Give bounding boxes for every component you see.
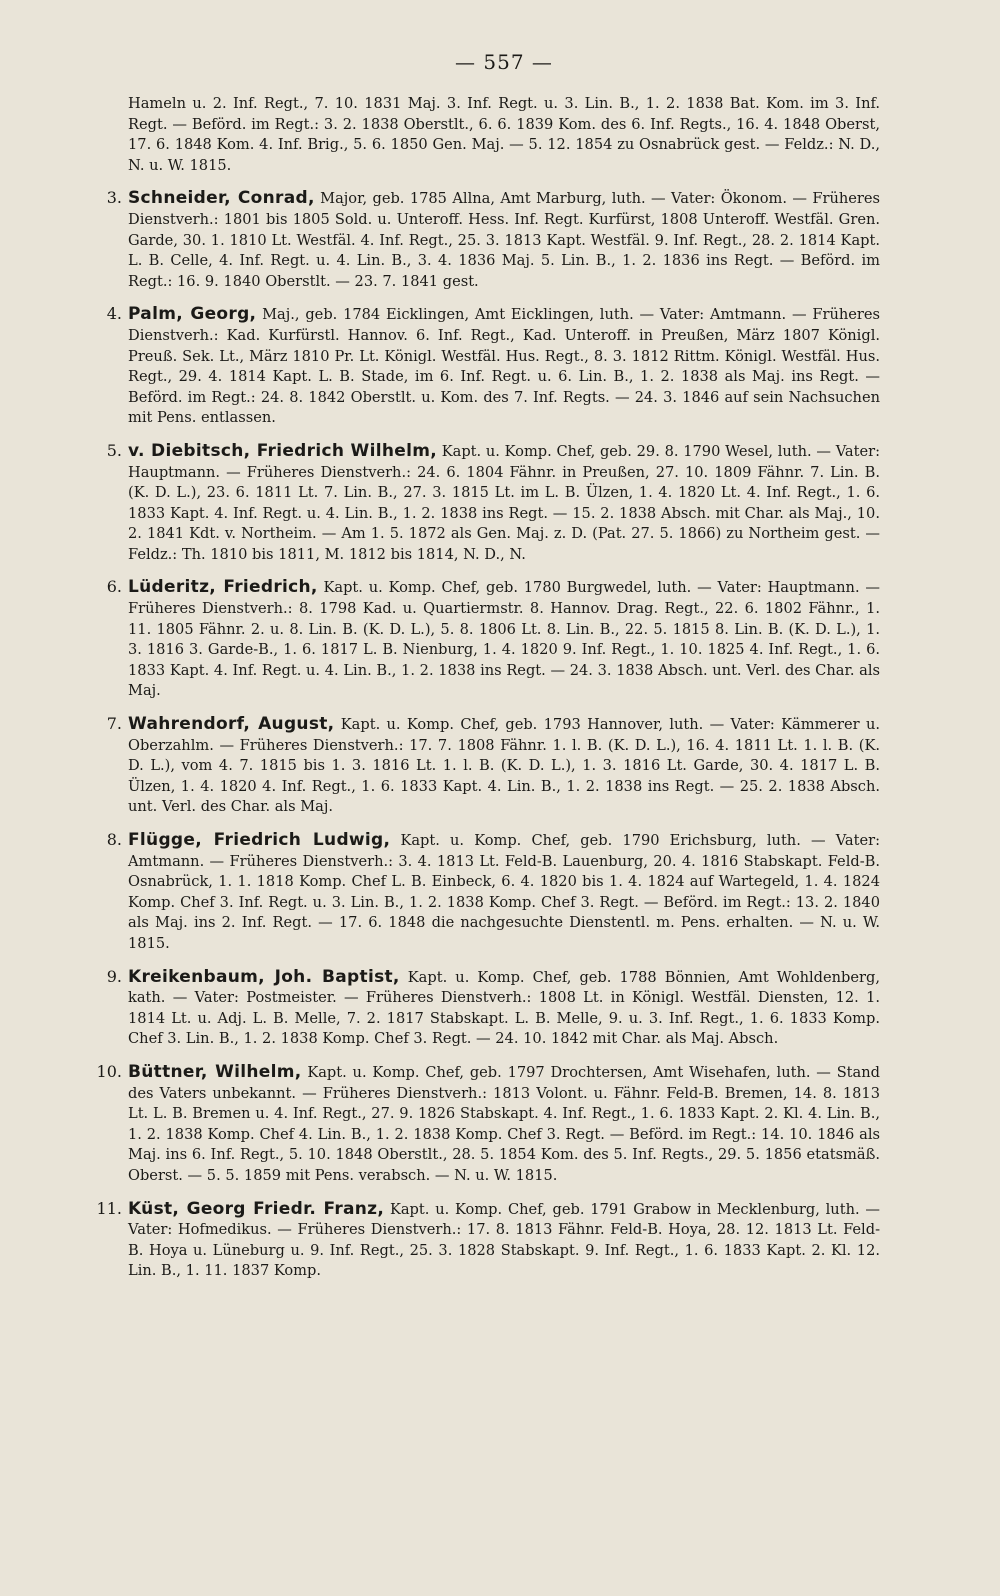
entry-number-label: 10. xyxy=(96,1061,122,1081)
officer-entry xyxy=(106,577,880,702)
officer-name: Schneider, Conrad, xyxy=(128,188,315,209)
officer-name: Flügge, Friedrich Ludwig, xyxy=(128,830,391,850)
entry-text: Kapt. u. Komp. Chef, geb. 1791 Grabow in Mecklenburg, luth. — Vater: Hofmedikus. — Früheres Dienstverh.: 17. 8. 1813 Fähnr. Feld-B. Hoya, 28. 12. 1813 Lt. Feld-B. Hoya u. Lüneburg u. 9. Inf. Regt., 25. 3. 1828 Stabskapt. 9. Inf. Regt., 1. 6. 1833 Kapt. 2. Kl. 12. Lin. B., 1. 11. 1837 Komp. xyxy=(128,1200,880,1280)
officer-name: Kreikenbaum, Joh. Baptist, xyxy=(128,966,400,987)
entry-number-label: 5. xyxy=(106,440,122,460)
entry-text: Maj., geb. 1784 Eicklingen, Amt Eicklingen, luth. — Vater: Amtmann. — Früheres Dienstverh.: Kad. Kurfürstl. Hannov. 6. Inf. Regt., Kad. Unteroff. in Preußen, März 1807 Königl. Preuß. Sek. Lt., März 1810 Pr. Lt. Königl. Westfäl. Hus. Regt., 8. 3. 1812 Rittm. Königl. Westfäl. Hus. Regt., 29. 4. 1814 Kapt. L. B. Stade, im 6. Inf. Regt. u. 6. Lin. B., 1. 2. 1838 als Maj. ins Regt. — Beförd. im Regt.: 24. 8. 1842 Oberstlt. u. Kom. des 7. Inf. Regts. — 24. 3. 1846 auf sein Nachsuchen mit Pens. entlassen. xyxy=(128,306,880,427)
officer-entry xyxy=(106,714,881,818)
officer-name: Lüderitz, Friedrich, xyxy=(128,577,318,598)
entry-number-label: 11. xyxy=(96,1198,122,1218)
entry-text: Kapt. u. Komp. Chef, geb. 1790 Erichsburg, luth. — Vater: Amtmann. — Früheres Dienstverh.: 3. 4. 1813 Lt. Feld-B. Lauenburg, 20. 4. 1816 Stabskapt. Feld-B. Osnabrück, 1. 1. 1818 Komp. Chef L. B. Einbeck, 6. 4. 1820 bis 1. 4. 1824 auf Wartegeld, 1. 4. 1824 Komp. Chef 3. Inf. Regt. u. 3. Lin. B., 1. 2. 1838 Komp. Chef 3. Regt. — Beförd. im Regt.: 13. 2. 1840 als Maj. ins 2. Inf. Regt. — 17. 6. 1848 die nachgesuchte Dienstentl. m. Pens. erhalten. — N. u. W. 1815. xyxy=(128,832,881,952)
officer-entry xyxy=(106,188,880,292)
continued-entry-text: Hameln u. 2. Inf. Regt., 7. 10. 1831 Maj. 3. Inf. Regt. u. 3. Lin. B., 1. 2. 1838 Bat. Kom. im 3. Inf. Regt. — Beförd. im Regt.: 3. 2. 1838 Oberstlt., 6. 6. 1839 Kom. des 6. Inf. Regts., 16. 4. 1848 Oberst, 17. 6. 1848 Kom. 4. Inf. Brig., 5. 6. 1850 Gen. Maj. — 5. 12. 1854 zu Osnabrück gest. — Feldz.: N. D., N. u. W. 1815. xyxy=(128,95,880,174)
entry-text: Kapt. u. Komp. Chef, geb. 1797 Drochtersen, Amt Wisehafen, luth. — Stand des Vaters unbekannt. — Früheres Dienstverh.: 1813 Volont. u. Fähnr. Feld-B. Bremen, 14. 8. 1813 Lt. L. B. Bremen u. 4. Inf. Regt., 27. 9. 1826 Stabskapt. 4. Inf. Regt., 1. 6. 1833 Kapt. 2. Kl. 4. Lin. B., 1. 2. 1838 Komp. Chef 4. Lin. B., 1. 2. 1838 Komp. Chef 3. Regt. — Beförd. im Regt.: 14. 10. 1846 als Maj. ins 6. Inf. Regt., 5. 10. 1848 Oberstlt., 28. 5. 1854 Kom. des 5. Inf. Regts., 29. 5. 1856 etatsmäß. Oberst. — 5. 5. 1859 mit Pens. verabsch. — N. u. W. 1815. xyxy=(128,1063,880,1184)
entry-number-label: 3. xyxy=(106,188,122,208)
page-number: — 557 — xyxy=(455,50,553,74)
officer-entry xyxy=(96,1198,880,1282)
entry-number-label: 9. xyxy=(106,966,122,986)
entry-text: Kapt. u. Komp. Chef, geb. 1793 Hannover, luth. — Vater: Kämmerer u. Oberzahlm. — Früheres Dienstverh.: 17. 7. 1808 Fähnr. 1. l. B. (K. D. L.), 16. 4. 1811 Lt. 1. l. B. (K. D. L.), vom 4. 7. 1815 bis 1. 3. 1816 Lt. 1. l. B. (K. D. L.), 1. 3. 1816 Lt. Garde, 30. 4. 1817 L. B. Ülzen, 1. 4. 1820 4. Inf. Regt., 1. 6. 1833 Kapt. 4. Lin. B., 1. 2. 1838 ins Regt. — 25. 2. 1838 Absch. unt. Verl. des Char. als Maj. xyxy=(128,716,881,816)
entry-number-label: 7. xyxy=(106,714,122,734)
officer-name: Büttner, Wilhelm, xyxy=(128,1061,302,1082)
entry-text: Kapt. u. Komp. Chef, geb. 1780 Burgwedel, luth. — Vater: Hauptmann. — Früheres Dienstverh.: 8. 1798 Kad. u. Quartiermstr. 8. Hannov. Drag. Regt., 22. 6. 1802 Fähnr., 1. 11. 1805 Fähnr. 2. u. 8. Lin. B. (K. D. L.), 5. 8. 1806 Lt. 8. Lin. B., 22. 5. 1815 8. Lin. B. (K. D. L.), 1. 3. 1816 3. Garde-B., 1. 6. 1817 L. B. Nienburg, 1. 4. 1820 9. Inf. Regt., 1. 10. 1825 4. Inf. Regt., 1. 6. 1833 Kapt. 4. Inf. Regt. u. 4. Lin. B., 1. 2. 1838 ins Regt. — 24. 3. 1838 Absch. unt. Verl. des Char. als Maj. xyxy=(128,579,880,700)
entry-text: Major, geb. 1785 Allna, Amt Marburg, luth. — Vater: Ökonom. — Früheres Dienstverh.: 1801 bis 1805 Sold. u. Unteroff. Hess. Inf. Regt. Kurfürst, 1808 Unteroff. Westfäl. Gren. Garde, 30. 1. 1810 Lt. Westfäl. 4. Inf. Regt., 25. 3. 1813 Kapt. Westfäl. 9. Inf. Regt., 28. 2. 1814 Kapt. L. B. Celle, 4. Inf. Regt. u. 4. Lin. B., 3. 4. 1836 Maj. 5. Lin. B., 1. 2. 1836 ins Regt. — Beförd. im Regt.: 16. 9. 1840 Oberstlt. — 23. 7. 1841 gest. xyxy=(128,190,880,290)
officer-entry xyxy=(106,966,880,1050)
entry-text: Kapt. u. Komp. Chef, geb. 29. 8. 1790 Wesel, luth. — Vater: Hauptmann. — Früheres Dienstverh.: 24. 6. 1804 Fähnr. in Preußen, 27. 10. 1809 Fähnr. 7. Lin. B. (K. D. L.), 23. 6. 1811 Lt. 7. Lin. B., 27. 3. 1815 Lt. im L. B. Ülzen, 1. 4. 1820 Lt. 4. Inf. Regt., 1. 6. 1833 Kapt. 4. Inf. Regt. u. 4. Lin. B., 1. 2. 1838 ins Regt. — 15. 2. 1838 Absch. mit Char. als Maj., 10. 2. 1841 Kdt. v. Northeim. — Am 1. 5. 1872 als Gen. Maj. z. D. (Pat. 27. 5. 1866) zu Northeim gest. — Feldz.: Th. 1810 bis 1811, M. 1812 bis 1814, N. D., N. xyxy=(128,442,881,563)
officer-name: Küst, Georg Friedr. Franz, xyxy=(128,1198,385,1219)
entry-number-label: 4. xyxy=(106,304,122,324)
officer-name: Palm, Georg, xyxy=(128,304,257,325)
officer-entry xyxy=(106,440,881,566)
entry-list xyxy=(96,188,881,1282)
entry-number-label: 6. xyxy=(106,577,122,597)
officer-entry xyxy=(96,1061,880,1187)
officer-name: Wahrendorf, August, xyxy=(128,714,335,735)
officer-name: v. Diebitsch, Friedrich Wilhelm, xyxy=(128,440,437,461)
entry-text: Kapt. u. Komp. Chef, geb. 1788 Bönnien, Amt Wohldenberg, kath. — Vater: Postmeister. — Früheres Dienstverh.: 1808 Lt. in Königl. Westfäl. Diensten, 12. 1. 1814 Lt. u. Adj. L. B. Melle, 7. 2. 1817 Stabskapt. L. B. Melle, 9. u. 3. Inf. Regt., 1. 6. 1833 Komp. Chef 3. Lin. B., 1. 2. 1838 Komp. Chef 3. Regt. — 24. 10. 1842 mit Char. als Maj. Absch. xyxy=(128,968,880,1048)
officer-entry xyxy=(106,830,881,955)
officer-entry xyxy=(106,304,880,429)
entry-number-label: 8. xyxy=(106,830,122,849)
